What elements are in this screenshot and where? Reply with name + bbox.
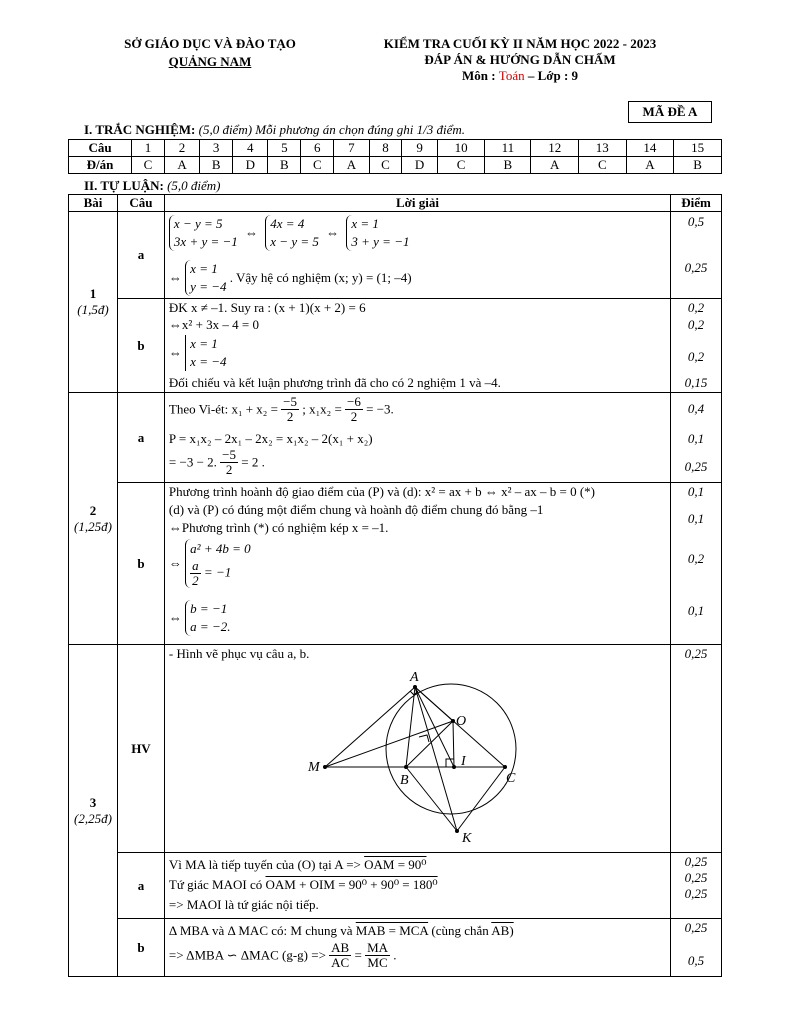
problem-points: (1,25đ) (74, 518, 112, 534)
question-number-cell: 10 (437, 140, 485, 157)
point-value: 0,15 (684, 375, 708, 390)
segment-oi (453, 721, 454, 767)
line: ⇔x² + 3x – 4 = 0 (168, 317, 259, 332)
line: => MAOI là tứ giác nội tiếp. (168, 897, 319, 912)
geometry-figure (165, 645, 672, 853)
eq: x − y = 5 (173, 216, 223, 231)
part2-title: II. TỰ LUẬN: (84, 178, 164, 193)
answer-cell: A (626, 157, 674, 174)
point-value: 0,25 (684, 646, 708, 661)
question-number-cell: 7 (334, 140, 369, 157)
angle-expr: MAB = MCA (355, 923, 429, 938)
part-label: a (117, 853, 164, 919)
problem-number: 1 (89, 286, 97, 301)
subject-prefix: Môn : (461, 68, 496, 83)
label-k: K (461, 831, 472, 846)
eq: 3x + y = −1 (173, 234, 238, 249)
point-value: 0,2 (687, 551, 705, 566)
text: Theo Vi-ét: x₁ + x₂ = (168, 401, 278, 417)
table-row (69, 299, 722, 393)
problem-number: 3 (89, 794, 97, 810)
segment-ck (457, 767, 505, 831)
subject-suffix: – Lớp : 9 (527, 68, 579, 83)
text: = −3. (366, 401, 394, 417)
point-value: 0,1 (687, 511, 705, 526)
fraction (345, 395, 363, 424)
label-c: C (505, 771, 516, 786)
text: = −3 − 2. (168, 454, 217, 470)
text: Δ MBA và Δ MAC có: (168, 923, 288, 938)
angle-expr: OAM = 90⁰ (364, 857, 427, 872)
point-c (503, 765, 507, 769)
answer-cell: B (268, 157, 301, 174)
points-hv (671, 645, 722, 853)
problem-1 (69, 212, 118, 393)
part2-heading (84, 178, 221, 194)
points-2b (671, 483, 722, 645)
eq: a = −2 (190, 619, 228, 634)
question-row-label: Câu (69, 140, 132, 157)
line: Phương trình hoành độ giao điểm của (P) và (d): x² = ax + b ⇔ x² – ax – b = 0 (*) (168, 484, 595, 499)
part-label: a (117, 212, 164, 299)
point-value: 0,1 (687, 603, 705, 618)
col-loigiai: Lời giải (164, 195, 670, 212)
segment-ma (325, 687, 415, 767)
eq: y = −4 (190, 279, 227, 294)
bracket-result (185, 335, 226, 371)
province-name (90, 54, 330, 70)
denominator: MC (367, 955, 388, 970)
exam-code-box: MÃ ĐỀ A (628, 101, 712, 123)
part-label: HV (117, 645, 164, 853)
text: (cùng chắn (431, 923, 489, 938)
text: => ΔMBA ∽ ΔMAC (g-g) => (168, 947, 326, 963)
eq: x = −4 (190, 354, 227, 369)
point-o (451, 719, 455, 723)
table-row (69, 645, 722, 853)
label-i: I (460, 754, 466, 769)
fraction (365, 941, 390, 970)
answer-cell: A (334, 157, 369, 174)
answer-cell: A (531, 157, 579, 174)
solution-1b: ĐK x ≠ –1. Suy ra : (x + 1)(x + 2) = 6 ⇔x² + 3x – 4 = 0 ⇔ x = 1 x = −4 Đối chiếu và kết luận phương trình đã cho có 2 nghiệm 1 và –4. (164, 299, 670, 393)
part-label: b (117, 483, 164, 645)
label-a: A (409, 670, 419, 685)
point-value: 0,25 (684, 260, 708, 275)
line: (d) và (P) có đúng một điểm chung và hoành độ điểm chung đó bằng –1 (168, 502, 544, 517)
exam-title: KIỂM TRA CUỐI KỲ II NĂM HỌC 2022 - 2023 (383, 36, 657, 51)
solution-2b: Phương trình hoành độ giao điểm của (P) và (d): x² = ax + b ⇔ x² – ax – b = 0 (*) (d) và (P) có đúng một điểm chung và hoành độ điểm chung đó bằng –1 ⇔Phương trình (*) có nghiệm kép x = –1. ⇔ a² + 4b = 0 $\frac{a}{2}$ = −1 ⇔ b = −1 a = −2. (164, 483, 670, 645)
points-2a (671, 393, 722, 483)
system-1 (169, 215, 238, 251)
province-label: QUẢNG NAM (168, 54, 252, 69)
answer-cell: C (579, 157, 627, 174)
denominator: 2 (225, 462, 233, 477)
answer-row-label: Đ/án (69, 157, 132, 174)
problem-points: (2,25đ) (74, 810, 112, 826)
arc-expr: AB) (491, 923, 514, 938)
numerator: −5 (283, 394, 298, 409)
point-a (413, 685, 417, 689)
point-i (452, 765, 456, 769)
question-number-cell: 13 (579, 140, 627, 157)
col-cau: Câu (117, 195, 164, 212)
text: M chung và (290, 923, 353, 938)
line: ⇔Phương trình (*) có nghiệm kép x = –1. (168, 520, 389, 535)
problem-number: 2 (89, 502, 97, 518)
circle-o (386, 684, 516, 814)
answer-title: ĐÁP ÁN & HƯỚNG DẪN CHẤM (424, 52, 616, 67)
subject-line (330, 68, 710, 84)
part-label: b (117, 299, 164, 393)
fraction (281, 395, 299, 424)
eq: 4x = 4 (270, 216, 305, 231)
answer-cell: C (437, 157, 485, 174)
point-value: 0,25 (684, 886, 708, 901)
text: Tứ giác MAOI có (168, 877, 263, 892)
point-value: 0,5 (687, 953, 705, 968)
question-number-cell: 9 (402, 140, 437, 157)
label-m: M (307, 760, 320, 775)
col-diem: Điểm (671, 195, 722, 212)
solution-2a (164, 393, 670, 483)
eq: x − y = 5 (270, 234, 319, 249)
essay-table (68, 194, 722, 977)
point-value: 0,5 (687, 214, 705, 229)
question-number-cell: 5 (268, 140, 301, 157)
figure-cell (164, 645, 670, 853)
line: P = x₁x₂ – 2x₁ – 2x₂ = x₁x₂ – 2(x₁ + x₂) (168, 431, 373, 446)
essay-header-row (69, 195, 722, 212)
label-o: O (455, 714, 467, 729)
eq: x = 1 (351, 216, 379, 231)
problem-3 (69, 645, 118, 977)
point-value: 0,1 (687, 484, 705, 499)
point-value: 0,2 (687, 300, 705, 315)
question-number-cell: 3 (200, 140, 233, 157)
solution-3b (164, 919, 670, 977)
point-m (323, 765, 327, 769)
eq: x = 1 (190, 336, 218, 351)
fraction (329, 941, 351, 970)
fraction (220, 448, 238, 477)
part1-note: (5,0 điểm) Mỗi phương án chọn đúng ghi 1/3 điểm. (198, 122, 466, 137)
solution-3a (164, 853, 670, 919)
point-value: 0,25 (684, 854, 708, 869)
question-number-cell: 11 (485, 140, 531, 157)
part-label: b (117, 919, 164, 977)
part1-title: I. TRẮC NGHIỆM: (84, 122, 196, 137)
line: ĐK x ≠ –1. Suy ra : (x + 1)(x + 2) = 6 (168, 300, 366, 315)
system-result: b = −1 a = −2. (185, 600, 230, 636)
question-number-cell: 6 (301, 140, 334, 157)
points-1a (671, 212, 722, 299)
text: Vì MA là tiếp tuyến của (O) tại A => (168, 857, 361, 872)
right-angle-h (419, 735, 429, 742)
denominator: 2 (350, 409, 358, 424)
system-result (185, 260, 226, 296)
table-row (69, 853, 722, 919)
answer-cell: B (485, 157, 531, 174)
point-value: 0,25 (684, 459, 708, 474)
angle-expr: OAM + OIM = 90⁰ + 90⁰ = 180⁰ (265, 877, 438, 892)
part2-note: (5,0 điểm) (167, 178, 221, 193)
table-row (69, 393, 722, 483)
table-row (69, 212, 722, 299)
numerator: −6 (347, 394, 361, 409)
answer-cell: C (132, 157, 165, 174)
question-number-cell: 12 (531, 140, 579, 157)
points-3a (671, 853, 722, 919)
multiple-choice-table (68, 139, 722, 174)
department-name: SỞ GIÁO DỤC VÀ ĐÀO TẠO (124, 36, 296, 51)
numerator: −5 (222, 447, 237, 462)
answer-cell: B (674, 157, 722, 174)
solution-1a: x − y = 5 3x + y = −1 ⇔ 4x = 4 x − y = 5 ⇔ x = 1 3 + y = −1 ⇔ x = 1 y = −4 . Vậy hệ có nghiệm (x; y) = (1; –4) (164, 212, 670, 299)
point-k (455, 829, 459, 833)
points-3b (671, 919, 722, 977)
denominator: 2 (286, 409, 294, 424)
answer-cell: A (164, 157, 199, 174)
question-number-cell: 4 (233, 140, 268, 157)
point-value: 0,25 (684, 870, 708, 885)
label-b: B (399, 773, 409, 788)
denominator: AC (331, 955, 350, 970)
text: = 2 . (241, 454, 265, 470)
point-value: 0,2 (687, 349, 705, 364)
question-number-cell: 15 (674, 140, 722, 157)
part1-heading (84, 122, 465, 138)
question-number-cell: 2 (164, 140, 199, 157)
part-label: a (117, 393, 164, 483)
point-b (404, 765, 408, 769)
answer-cell: D (402, 157, 437, 174)
text: = (354, 947, 362, 963)
table-row (69, 919, 722, 977)
line: Đối chiếu và kết luận phương trình đã cho có 2 nghiệm 1 và –4. (168, 375, 501, 390)
numerator: a (192, 558, 199, 573)
points-1b (671, 299, 722, 393)
point-value: 0,25 (684, 920, 708, 935)
numerator: AB (331, 940, 350, 955)
figure-note: - Hình vẽ phục vụ câu a, b. (168, 646, 310, 661)
text: ; x₁x₂ = (302, 401, 342, 417)
eq: 3 + y = −1 (351, 234, 410, 249)
system-2 (265, 215, 319, 251)
fraction (190, 559, 201, 588)
answer-cell: B (200, 157, 233, 174)
question-number-cell: 1 (132, 140, 165, 157)
eq: = −1 (203, 564, 232, 580)
question-number-cell: 8 (369, 140, 402, 157)
table-row (69, 483, 722, 645)
question-number-cell: 14 (626, 140, 674, 157)
system-ab (185, 539, 250, 588)
eq: a² + 4b = 0 (190, 541, 251, 556)
text: . (393, 947, 397, 963)
numerator: MA (367, 940, 389, 955)
system-3 (346, 215, 409, 251)
answer-cell: C (301, 157, 334, 174)
conclusion: . Vậy hệ có nghiệm (x; y) = (1; –4) (229, 270, 412, 285)
subject-name: Toán (498, 68, 525, 83)
answer-row (69, 157, 722, 174)
point-value: 0,1 (687, 431, 705, 446)
eq: b = −1 (190, 601, 228, 616)
col-bai: Bài (69, 195, 118, 212)
eq: x = 1 (190, 261, 218, 276)
question-row (69, 140, 722, 157)
denominator: 2 (192, 573, 199, 588)
point-value: 0,2 (687, 317, 705, 332)
point-value: 0,4 (687, 401, 705, 416)
segment-bk (406, 767, 457, 831)
problem-2 (69, 393, 118, 645)
answer-cell: D (233, 157, 268, 174)
answer-cell: C (369, 157, 402, 174)
problem-points: (1,5đ) (77, 302, 109, 317)
segment-ab (406, 687, 415, 767)
